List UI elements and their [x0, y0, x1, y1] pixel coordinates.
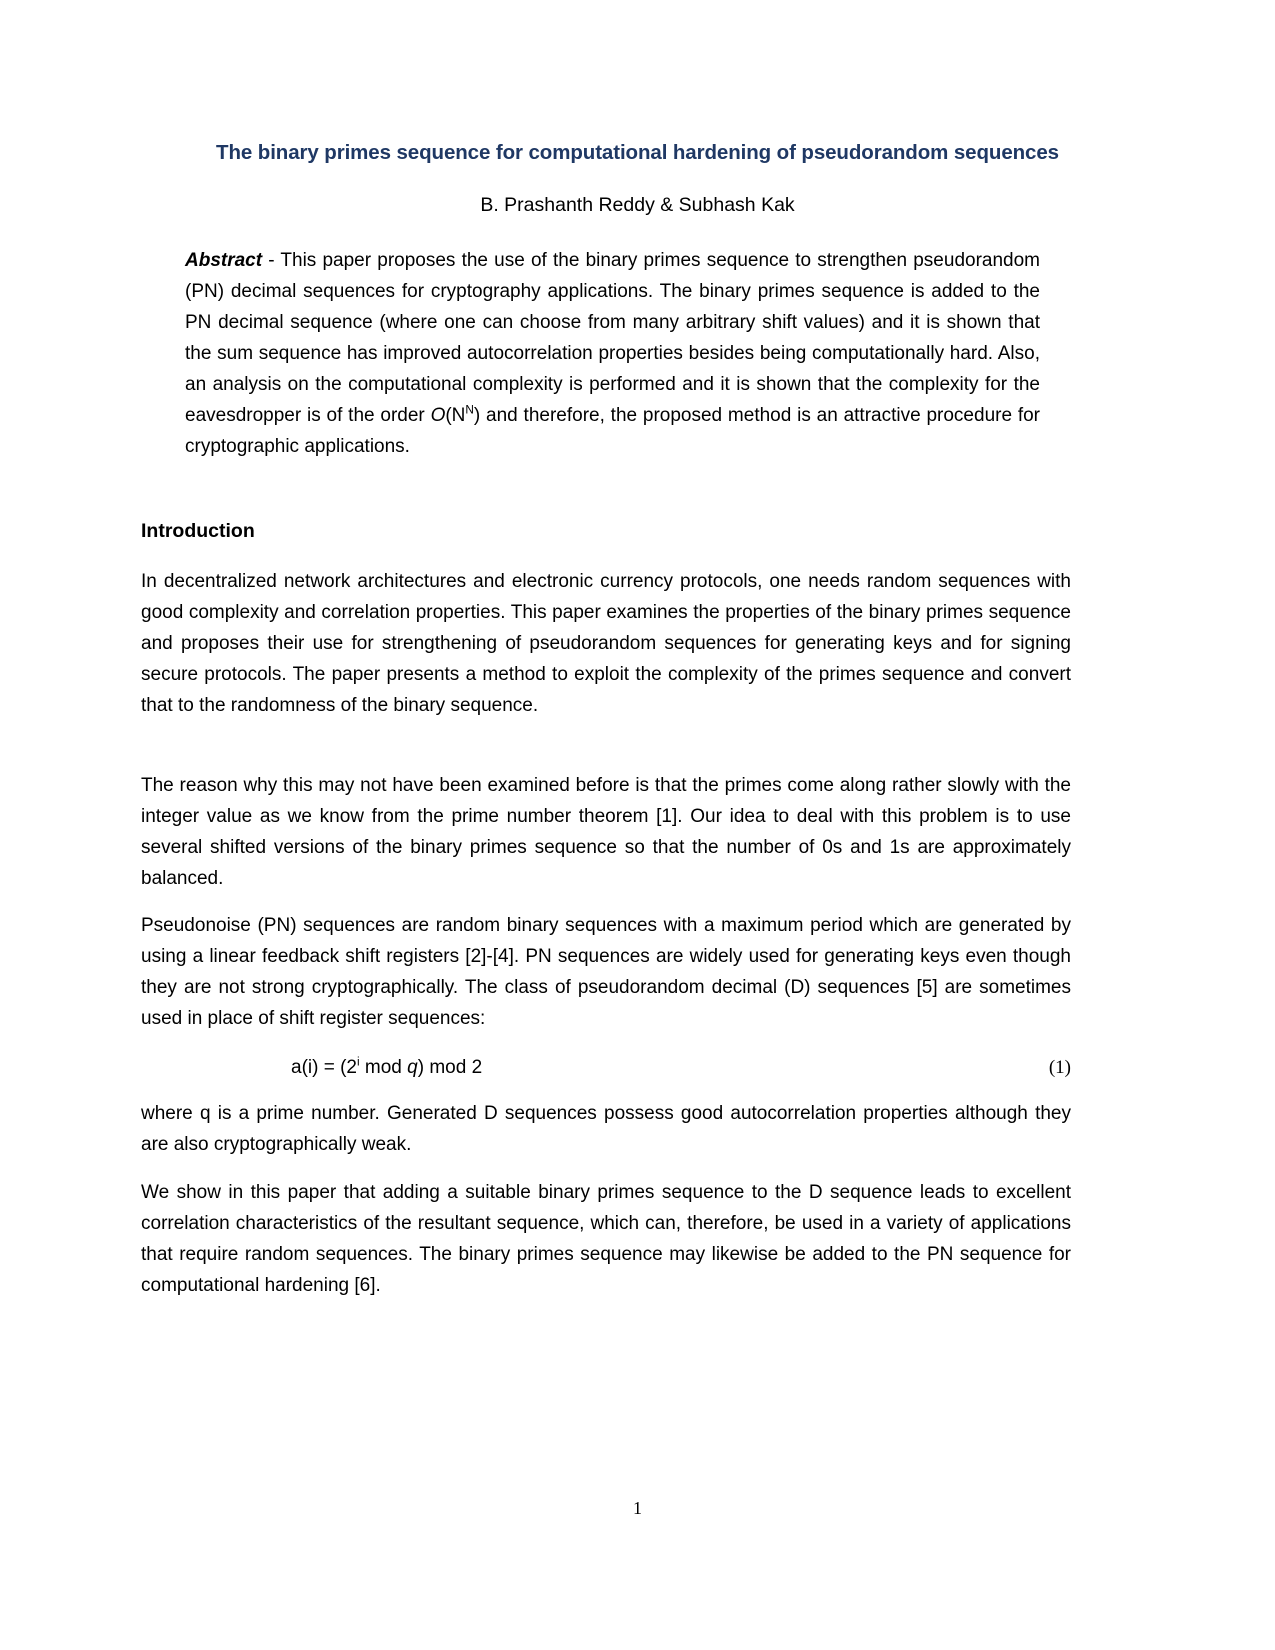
page-title: The binary primes sequence for computational hardening of pseudorandom sequences: [216, 141, 1059, 164]
abstract-block: [185, 245, 1040, 462]
paragraph-5: We show in this paper that adding a suitable binary primes sequence to the D sequence leads to excellent correlation characteristics of the resultant sequence, which can, therefore, be used in a variety of applications that require random sequences. The binary primes sequence may likewise be added to the PN sequence for computational hardening [6].: [141, 1182, 1071, 1296]
paragraph-2: The reason why this may not have been examined before is that the primes come along rather slowly with the integer value as we know from the prime number theorem [1]. Our idea to deal with this problem is to use several shifted versions of the binary primes sequence so that the number of 0s and 1s are approximately balanced.: [141, 775, 1071, 889]
equation-number: (1): [1048, 1057, 1071, 1078]
equation-1-body: [291, 1052, 482, 1083]
abstract-label: Abstract: [185, 250, 263, 271]
complexity-order-close: ): [473, 405, 481, 426]
page-number: 1: [633, 1498, 642, 1518]
complexity-order-symbol: O: [430, 405, 446, 426]
paragraph-1: In decentralized network architectures and electronic currency protocols, one needs random sequences with good complexity and correlation properties. This paper examines the properties of the binary primes sequence and proposes their use for strengthening of pseudorandom sequences for generating keys and for signing secure protocols. The paper presents a method to exploit the complexity of the primes sequence and convert that to the randomness of the binary sequence.: [141, 571, 1071, 716]
complexity-order-exponent: N: [465, 403, 474, 417]
paragraph-4: where q is a prime number. Generated D sequences possess good autocorrelation properties although they are also cryptographically weak.: [141, 1103, 1071, 1155]
equation-rhs: ) mod 2: [417, 1057, 483, 1078]
paragraph-3: Pseudonoise (PN) sequences are random binary sequences with a maximum period which are generated by using a linear feedback shift registers [2]-[4]. PN sequences are widely used for generating keys even though they are not strong cryptographically. The class of pseudorandom decimal (D) sequences [5] are sometimes used in place of shift register sequences:: [141, 915, 1071, 1029]
equation-exponent: i: [357, 1055, 360, 1069]
equation-modulus: q: [407, 1057, 418, 1078]
abstract-text-tail: and therefore, the proposed method is an attractive procedure for cryptographic applications.: [185, 405, 1041, 457]
section-heading-introduction: Introduction: [141, 520, 255, 542]
equation-lhs: a(i) = (2: [291, 1057, 357, 1078]
author-list: B. Prashanth Reddy & Subhash Kak: [480, 194, 795, 216]
abstract-text-head: - This paper proposes the use of the binary primes sequence to strengthen pseudorandom (PN) decimal sequences for cryptography applications. The binary primes sequence is added to the PN decimal sequence (where one can choose from many arbitrary shift values) and it is shown that the sum sequence has improved autocorrelation properties besides being computationally hard. Also, an analysis on the computational complexity is performed and it is shown that the complexity for the eavesdropper is of the order: [185, 250, 1040, 426]
equation-mid: mod: [359, 1057, 408, 1078]
complexity-order-open: (N: [445, 405, 466, 426]
